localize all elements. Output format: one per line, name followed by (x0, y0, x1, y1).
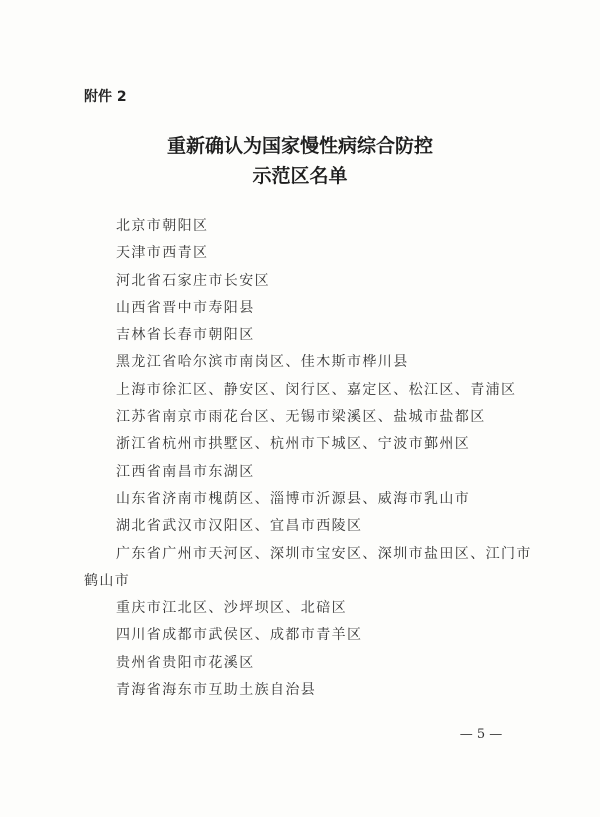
district-item: 广东省广州市天河区、深圳市宝安区、深圳市盐田区、江门市鹤山市 (84, 545, 532, 589)
district-item: 重庆市江北区、沙坪坝区、北碚区 (116, 600, 347, 617)
district-item: 四川省成都市武侯区、成都市青羊区 (116, 627, 363, 644)
district-item: 江西省南昌市东湖区 (116, 463, 255, 480)
district-item: 山西省晋中市寿阳县 (116, 299, 255, 316)
title-line-2: 示范区名单 (252, 165, 348, 187)
district-item: 青海省海东市互助土族自治县 (116, 682, 317, 699)
district-item: 浙江省杭州市拱墅区、杭州市下城区、宁波市鄞州区 (116, 436, 471, 453)
title-line-1: 重新确认为国家慢性病综合防控 (166, 135, 433, 157)
district-list (84, 213, 544, 704)
district-item: 山东省济南市槐荫区、淄博市沂源县、威海市乳山市 (116, 490, 471, 507)
district-item: 吉林省长春市朝阳区 (116, 327, 255, 344)
attachment-label: 附件 2 (84, 89, 127, 105)
district-item: 湖北省武汉市汉阳区、宜昌市西陵区 (116, 518, 363, 535)
district-item: 江苏省南京市雨花台区、无锡市梁溪区、盐城市盐都区 (116, 409, 486, 426)
district-item: 天津市西青区 (116, 245, 209, 262)
district-item: 河北省石家庄市长安区 (116, 272, 270, 289)
page-number: — 5 — (459, 727, 503, 742)
district-item: 黑龙江省哈尔滨市南岗区、佳木斯市桦川县 (116, 354, 409, 371)
district-item: 北京市朝阳区 (116, 218, 209, 234)
document-title (0, 131, 600, 191)
district-item: 贵州省贵阳市花溪区 (116, 654, 255, 671)
district-item: 上海市徐汇区、静安区、闵行区、嘉定区、松江区、青浦区 (116, 381, 517, 398)
